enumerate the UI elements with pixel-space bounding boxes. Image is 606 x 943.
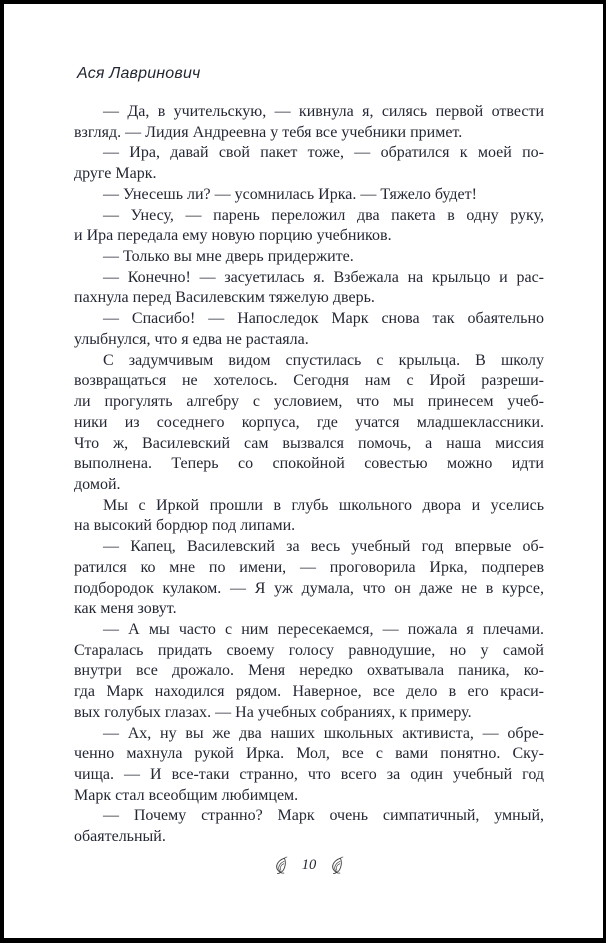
- text-line: Что ж, Василевский сам вызвался помочь, а наша миссия: [74, 434, 544, 452]
- text-line: Марк стал всеобщим любимцем.: [74, 786, 299, 804]
- butterfly-ornament-left-icon: [273, 856, 289, 875]
- butterfly-ornament-right-icon: [329, 856, 345, 875]
- text-line: обаятельный.: [74, 828, 166, 846]
- running-header-author: Ася Лавринович: [77, 65, 201, 82]
- text-line: ники из соседнего корпуса, где учатся младшеклассники.: [74, 413, 544, 431]
- text-line: и Ира передала ему новую порцию учебников.: [74, 227, 392, 245]
- text-line: — Только вы мне дверь придержите.: [103, 248, 354, 266]
- text-line: выполнена. Теперь со спокойной совестью можно идти: [74, 455, 544, 473]
- book-page: [4, 4, 603, 938]
- text-line: пахнула перед Василевским тяжелую дверь.: [74, 289, 375, 307]
- text-line: — Конечно! — засуетилась я. Взбежала на крыльцо и рас-: [103, 268, 544, 286]
- text-line: ченно махнула рукой Ирка. Мол, все с вами понятно. Ску-: [74, 745, 544, 763]
- text-line: — Почему странно? Марк очень симпатичный, умный,: [103, 807, 544, 825]
- text-line: Мы с Иркой прошли в глубь школьного двора и уселись: [103, 496, 544, 514]
- text-line: — Ира, давай свой пакет тоже, — обратился к моей по-: [103, 144, 544, 162]
- text-line: — Спасибо! — Напоследок Марк снова так обаятельно: [103, 310, 544, 328]
- page-footer: [74, 852, 544, 878]
- text-line: чища. — И все-таки странно, что всего за один учебный год: [74, 766, 544, 783]
- text-line: улыбнулся, что я едва не растаяла.: [74, 330, 309, 348]
- text-line: ли прогулять алгебру с условием, что мы принесем учеб-: [74, 393, 544, 411]
- text-line: — Да, в учительскую, — кивнула я, силясь первой отвести: [103, 103, 544, 120]
- text-line: гда Марк находился рядом. Наверное, все дело в его краси-: [74, 683, 544, 701]
- text-line: — Унесешь ли? — усомнилась Ирка. — Тяжело будет!: [103, 185, 477, 203]
- body-text: [74, 102, 544, 848]
- text-line: взгляд. — Лидия Андреевна у тебя все учебники примет.: [74, 123, 463, 141]
- text-line: на высокий бордюр под липами.: [74, 517, 296, 535]
- text-line: возвращаться не хотелось. Сегодня нам с Ирой разреши-: [74, 372, 544, 390]
- text-line: как меня зовут.: [74, 600, 177, 618]
- text-line: подбородок кулаком. — Я уж думала, что он даже не в курсе,: [74, 579, 544, 597]
- text-line: Старалась придать своему голосу равнодушие, но у самой: [74, 641, 544, 659]
- text-line: — Ах, ну вы же два наших школьных активиста, — обре-: [103, 724, 544, 742]
- text-line: — А мы часто с ним пересекаемся, — пожала я плечами.: [103, 620, 544, 638]
- text-line: вых голубых глазах. — На учебных собраниях, к примеру.: [74, 703, 472, 721]
- text-line: друге Марк.: [74, 165, 157, 183]
- text-line: — Капец, Василевский за весь учебный год впервые об-: [103, 538, 544, 556]
- text-line: ратился ко мне по имени, — проговорила Ирка, подперев: [74, 558, 544, 576]
- page-number: 10: [301, 856, 317, 873]
- text-line: внутри все дрожало. Меня нередко охватывала паника, ко-: [74, 662, 544, 680]
- text-line: домой.: [74, 475, 121, 493]
- text-line: С задумчивым видом спустилась с крыльца. В школу: [103, 351, 544, 369]
- text-line: — Унесу, — парень переложил два пакета в одну руку,: [103, 206, 544, 224]
